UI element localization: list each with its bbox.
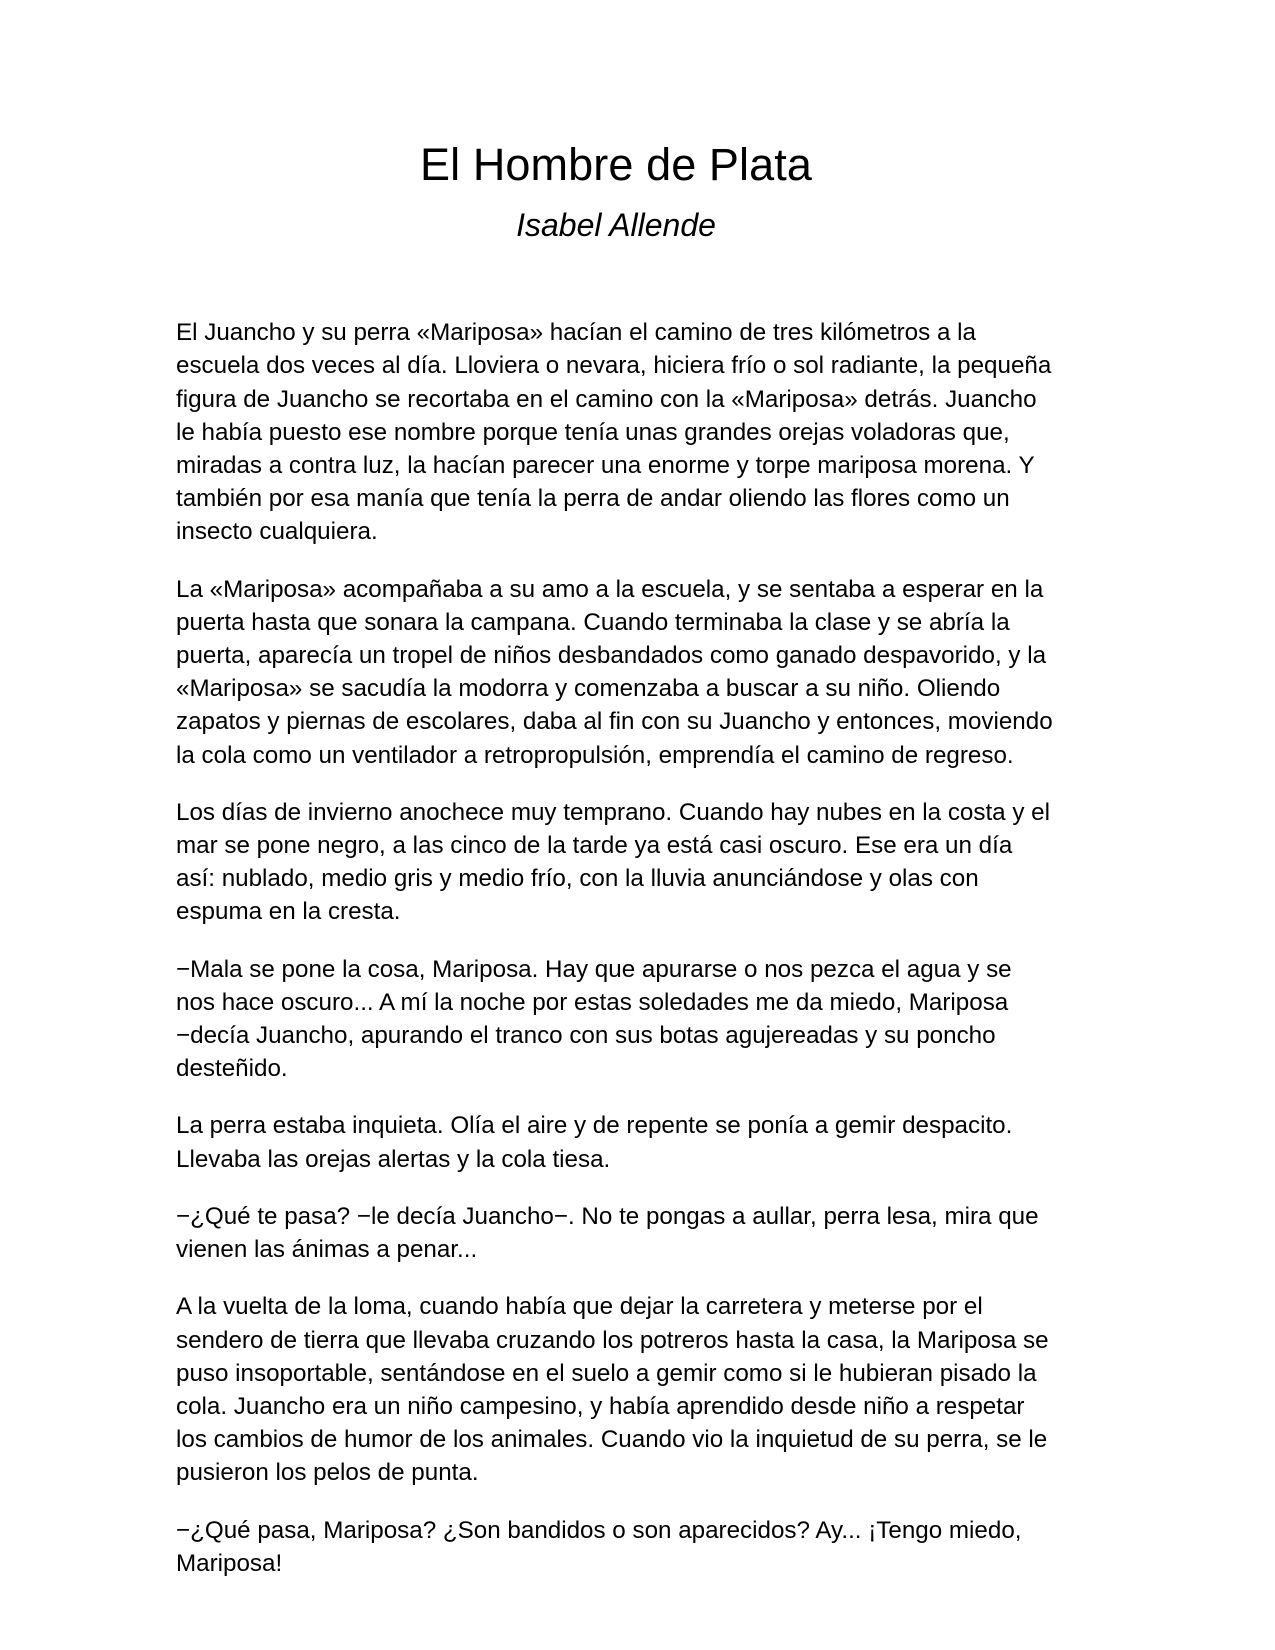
paragraph: El Juancho y su perra «Mariposa» hacían el camino de tres kilómetros a la escuela dos veces al día. Lloviera o nevara, hiciera frío o sol radiante, la pequeña figura de Juancho se recortaba en el camino con la «Mariposa» detrás. Juancho le había puesto ese nombre porque tenía unas grandes orejas voladoras que, miradas a contra luz, la hacían parecer una enorme y torpe mariposa morena. Y también por esa manía que tenía la perra de andar oliendo las flores como un insecto cualquiera. (176, 319, 1052, 546)
document-author: Isabel Allende (516, 207, 716, 244)
paragraph: Los días de invierno anochece muy temprano. Cuando hay nubes en la costa y el mar se pone negro, a las cinco de la tarde ya está casi oscuro. Ese era un día así: nublado, medio gris y medio frío, con la lluvia anunciándose y olas con espuma en la cresta. (176, 798, 1050, 926)
paragraph: La «Mariposa» acompañaba a su amo a la escuela, y se sentaba a esperar en la puerta hasta que sonara la campana. Cuando terminaba la clase y se abría la puerta, aparecía un tropel de niños desbandados como ganado despavorido, y la «Mariposa» se sacudía la modorra y comenzaba a buscar a su niño. Oliendo zapatos y piernas de escolares, daba al fin con su Juancho y entonces, moviendo la cola como un ventilador a retropropulsión, emprendía el camino de regreso. (176, 575, 1053, 769)
paragraph: A la vuelta de la loma, cuando había que dejar la carretera y meterse por el sendero de tierra que llevaba cruzando los potreros hasta la casa, la Mariposa se puso insoportable, sentándose en el suelo a gemir como si le hubieran pisado la cola. Juancho era un niño campesino, y había aprendido desde niño a respetar los cambios de humor de los animales. Cuando vio la inquietud de su perra, se le pusieron los pelos de punta. (176, 1293, 1049, 1487)
document-body (176, 316, 1056, 1580)
paragraph: −¿Qué te pasa? −le decía Juancho−. No te pongas a aullar, perra lesa, mira que vienen las ánimas a penar... (176, 1202, 1039, 1264)
page-title: El Hombre de Plata (420, 139, 812, 190)
document-content (176, 0, 1056, 1580)
paragraph: La perra estaba inquieta. Olía el aire y de repente se ponía a gemir despacito. Llevaba las orejas alertas y la cola tiesa. (176, 1112, 1013, 1173)
paragraph: −¿Qué pasa, Mariposa? ¿Son bandidos o son aparecidos? Ay... ¡Tengo miedo, Mariposa! (176, 1516, 1022, 1577)
paragraph: −Mala se pone la cosa, Mariposa. Hay que apurarse o nos pezca el agua y se nos hace oscuro... A mí la noche por estas soledades me da miedo, Mariposa −decía Juancho, apurando el tranco con sus botas agujereadas y su poncho desteñido. (176, 955, 1012, 1083)
